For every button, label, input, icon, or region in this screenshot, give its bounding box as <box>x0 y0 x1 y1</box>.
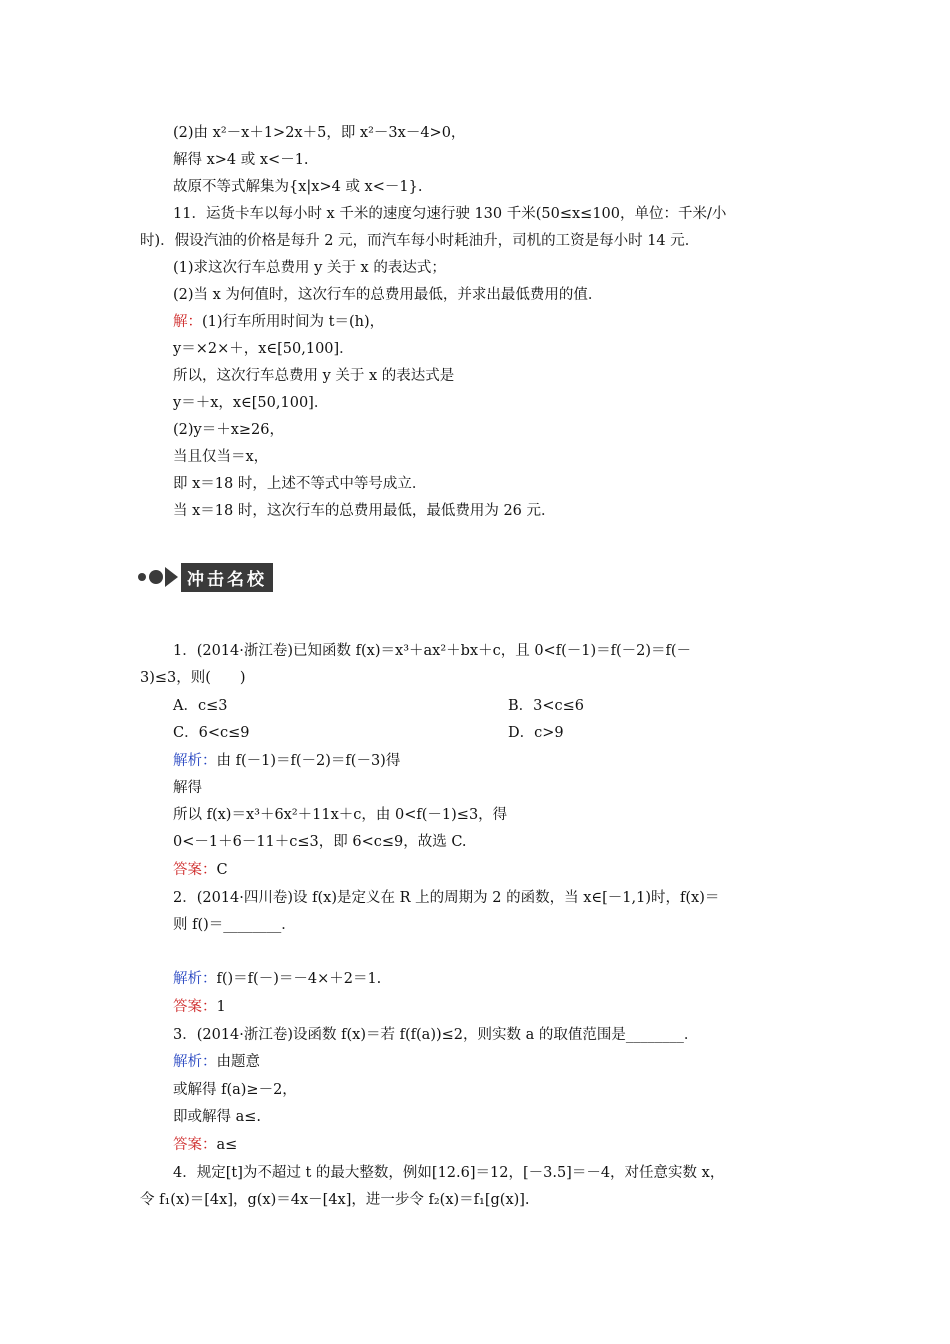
analysis-line: 即或解得 a≤. <box>173 1109 262 1125</box>
question-2-line-1: 2．(2014·四川卷)设 f(x)是定义在 R 上的周期为 2 的函数，当 x∈[－1,1)时，f(x)＝ <box>173 890 720 906</box>
answer-label: 答案： <box>173 1137 217 1153</box>
answer-value: a≤ <box>216 1137 238 1153</box>
answer-1 <box>173 860 228 880</box>
dot-icon <box>138 573 146 581</box>
question-1-line-1: 1．(2014·浙江卷)已知函数 f(x)＝x³＋ax²＋bx＋c，且 0<f(－1)＝f(－2)＝f(－ <box>173 643 692 659</box>
question-2-line-2: 则 f()＝________． <box>173 917 296 933</box>
problem-11-part-1: (1)求这次行车总费用 y 关于 x 的表达式； <box>173 260 446 276</box>
arrow-icon <box>165 567 178 587</box>
problem-11-part-2: (2)当 x 为何值时，这次行车的总费用最低，并求出最低费用的值． <box>173 287 603 303</box>
analysis-text: 由 f(－1)＝f(－2)＝f(－3)得 <box>216 753 401 769</box>
text-line: 故原不等式解集为{x|x>4 或 x<－1}. <box>173 179 423 195</box>
option-b: B．3<c≤6 <box>508 698 585 714</box>
answer-label: 答案： <box>173 999 217 1015</box>
analysis-line: 所以 f(x)＝x³＋6x²＋11x＋c，由 0<f(－1)≤3，得 <box>173 807 508 823</box>
problem-11-line-2: 时)．假设汽油的价格是每升 2 元，而汽车每小时耗油升，司机的工资是每小时 14 元． <box>140 233 700 249</box>
solution-line: 当且仅当＝x， <box>173 449 269 465</box>
answer-value: 1 <box>216 999 226 1015</box>
solution-label: 解： <box>173 314 202 330</box>
analysis-text: 由题意 <box>216 1054 260 1070</box>
solution-text: (1)行车所用时间为 t＝(h)， <box>202 314 385 330</box>
analysis-line: 解得 <box>173 780 202 796</box>
section-title: 冲击名校 <box>181 563 273 592</box>
analysis-label: 解析： <box>173 971 217 987</box>
question-3-line-1: 3．(2014·浙江卷)设函数 f(x)＝若 f(f(a))≤2，则实数 a 的取值范围是________． <box>173 1027 699 1043</box>
question-4-line-2: 令 f₁(x)＝[4x]，g(x)＝4x－[4x]，进一步令 f₂(x)＝f₁[g(x)]. <box>140 1192 530 1208</box>
question-1-line-2: 3)≤3，则( ) <box>140 670 246 686</box>
solution-line: 即 x＝18 时，上述不等式中等号成立． <box>173 476 427 492</box>
option-a: A．c≤3 <box>173 698 228 714</box>
analysis-1-first <box>173 751 400 771</box>
solution-line: (2)y＝＋x≥26， <box>173 422 285 438</box>
answer-3 <box>173 1135 237 1155</box>
text-line: 解得 x>4 或 x<－1. <box>173 152 309 168</box>
solution-line: y＝＋x，x∈[50,100]． <box>173 395 329 411</box>
dot-icon <box>149 570 163 584</box>
solution-line: 当 x＝18 时，这次行车的总费用最低，最低费用为 26 元． <box>173 503 556 519</box>
answer-2 <box>173 997 226 1017</box>
solution-line: y＝×2×＋，x∈[50,100]． <box>173 341 354 357</box>
answer-label: 答案： <box>173 862 217 878</box>
option-c: C．6<c≤9 <box>173 725 250 741</box>
analysis-2 <box>173 969 381 989</box>
analysis-text: f()＝f(－)＝－4×＋2＝1. <box>216 971 382 987</box>
analysis-3-first <box>173 1052 260 1072</box>
analysis-label: 解析： <box>173 753 217 769</box>
solution-line: 所以，这次行车总费用 y 关于 x 的表达式是 <box>173 368 455 384</box>
problem-11-line-1: 11．运货卡车以每小时 x 千米的速度匀速行驶 130 千米(50≤x≤100，单位：千米/小 <box>173 206 727 222</box>
section-banner <box>138 562 273 592</box>
question-4-line-1: 4．规定[t]为不超过 t 的最大整数，例如[12.6]＝12，[－3.5]＝－4，对任意实数 x， <box>173 1165 725 1181</box>
answer-value: C <box>216 862 228 878</box>
text-line: (2)由 x²－x＋1>2x＋5，即 x²－3x－4>0， <box>173 125 466 141</box>
analysis-line: 0<－1＋6－11＋c≤3，即 6<c≤9，故选 C. <box>173 834 467 850</box>
analysis-label: 解析： <box>173 1054 217 1070</box>
option-d: D．c>9 <box>508 725 564 741</box>
solution-11-first <box>173 312 384 332</box>
analysis-line: 或解得 f(a)≥－2， <box>173 1082 297 1098</box>
